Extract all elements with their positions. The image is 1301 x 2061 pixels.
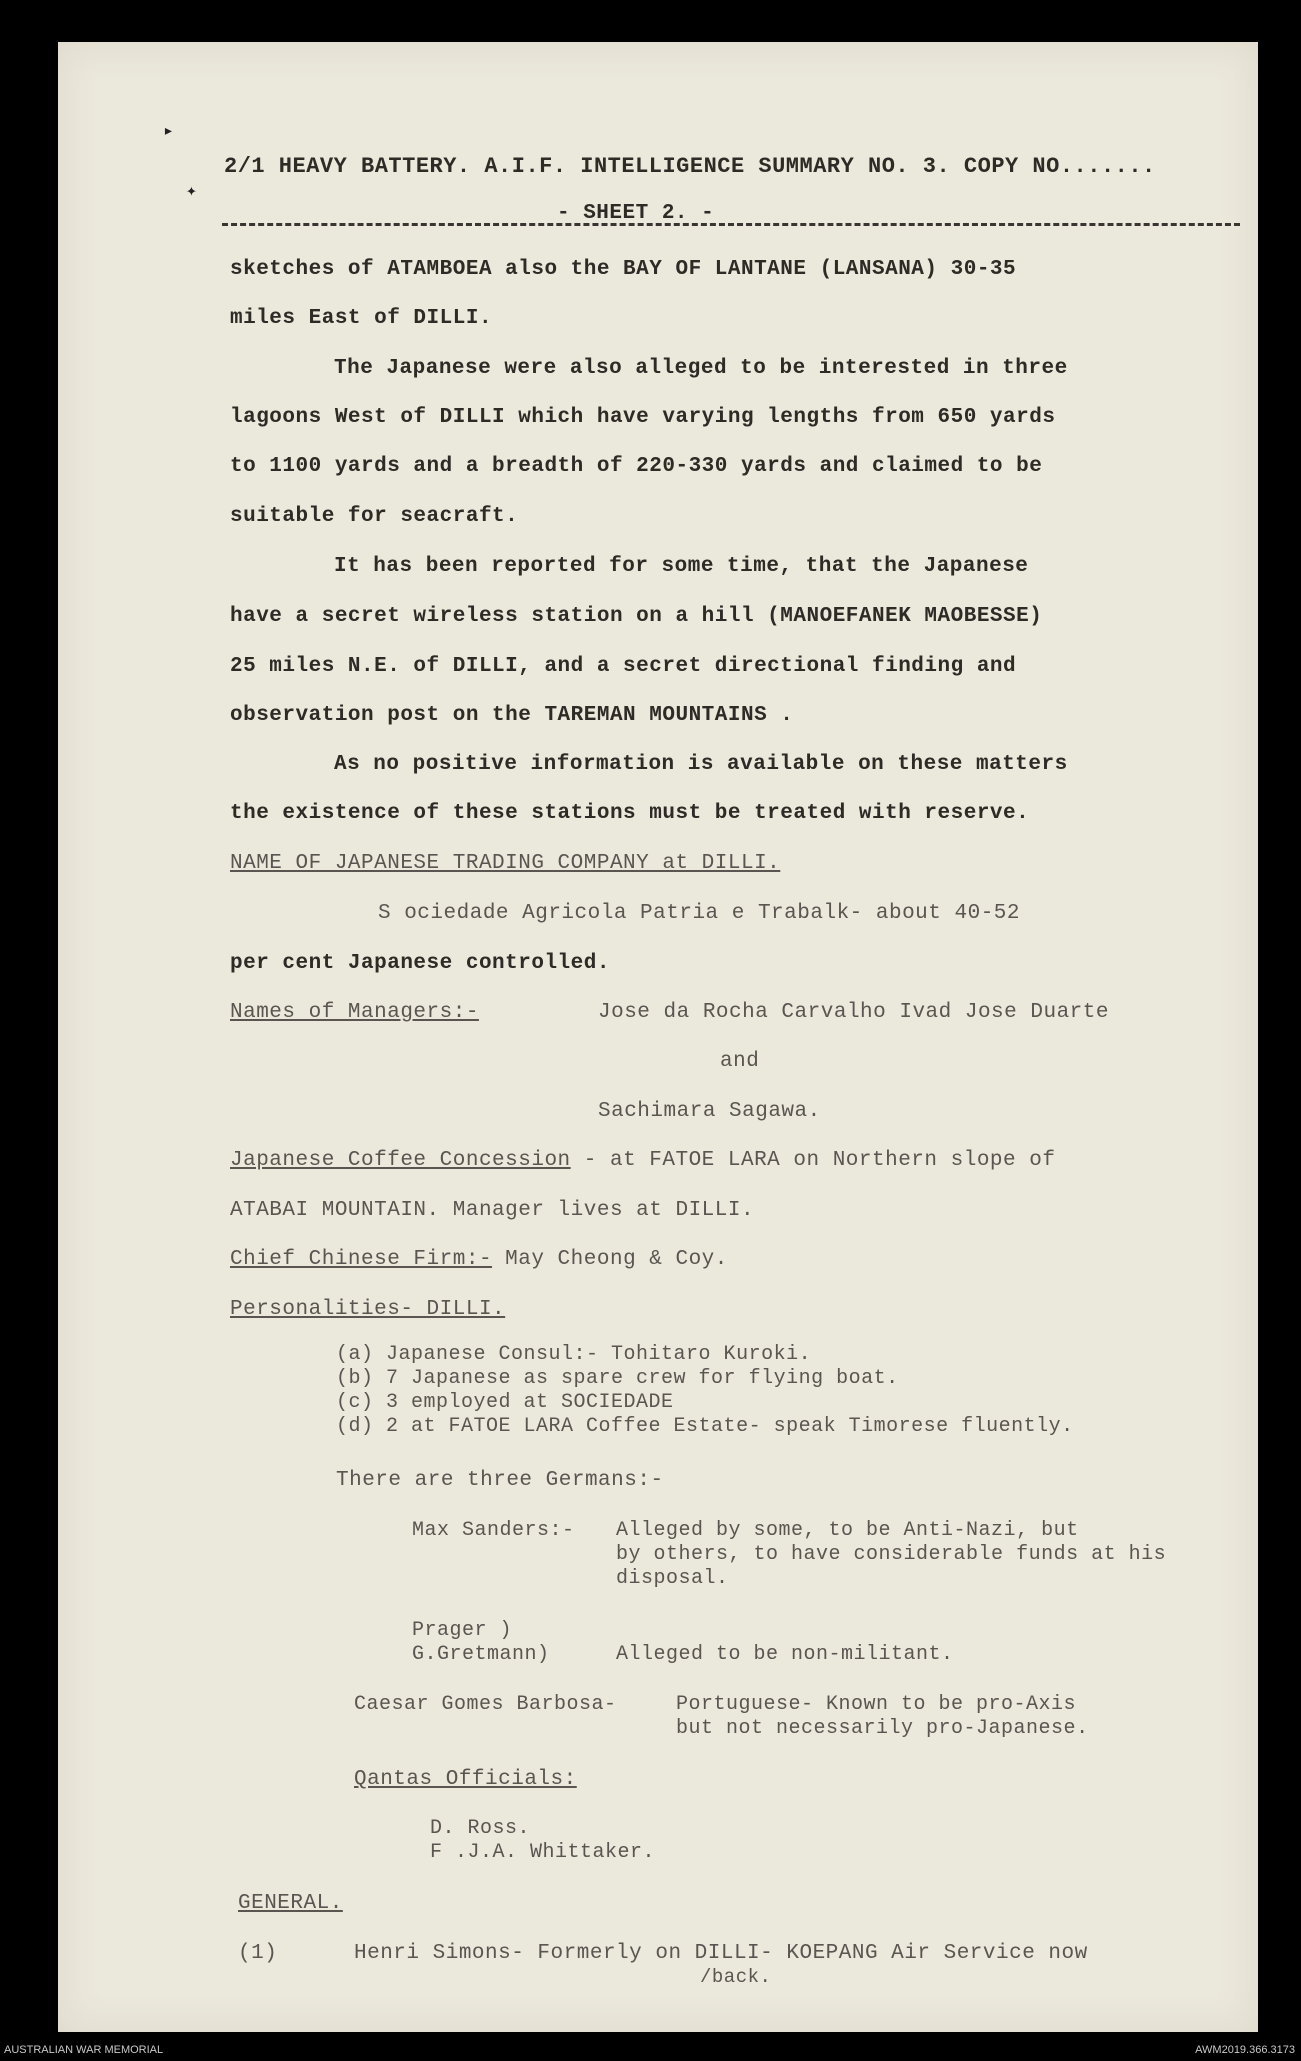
chinese-label: Chief Chinese Firm:- <box>230 1248 493 1271</box>
personality-item: (d) 2 at FATOE LARA Coffee Estate- speak Timorese fluently. <box>336 1415 1074 1438</box>
personality-item: (c) 3 employed at SOCIEDADE <box>336 1391 674 1414</box>
prager-name: Prager ) <box>412 1619 513 1642</box>
body-line: sketches of ATAMBOEA also the BAY OF LANTANE (LANSANA) 30-35 <box>230 258 1017 281</box>
body-line: per cent Japanese controlled. <box>230 952 610 975</box>
max-sanders-text: by others, to have considerable funds at his <box>616 1543 1167 1566</box>
qantas-official: D. Ross. <box>430 1817 531 1840</box>
qantas-heading: Qantas Officials: <box>354 1768 577 1791</box>
coffee-concession-line <box>230 1149 1055 1172</box>
header-rule <box>222 223 1240 226</box>
body-line: ATABAI MOUNTAIN. Manager lives at DILLI. <box>230 1199 755 1222</box>
caesar-label: Caesar Gomes Barbosa- <box>354 1693 617 1716</box>
caesar-text: Portuguese- Known to be pro-Axis <box>676 1693 1077 1716</box>
continued-on-back: /back. <box>700 1966 772 1988</box>
max-sanders-text: Alleged by some, to be Anti-Nazi, but <box>616 1519 1079 1542</box>
body-line: the existence of these stations must be treated with reserve. <box>230 802 1030 825</box>
general-item-number: (1) <box>238 1942 278 1965</box>
body-line: 25 miles N.E. of DILLI, and a secret directional finding and <box>230 655 1017 678</box>
personality-item: (b) 7 Japanese as spare crew for flying boat. <box>336 1367 899 1390</box>
general-heading: GENERAL. <box>238 1892 343 1915</box>
punch-mark: ▸ <box>163 122 174 142</box>
general-item-text: Henri Simons- Formerly on DILLI- KOEPANG Air Service now <box>354 1942 1088 1965</box>
chinese-firm-line <box>230 1248 728 1271</box>
prager-text: Alleged to be non-militant. <box>616 1643 954 1666</box>
max-sanders-text: disposal. <box>616 1567 729 1590</box>
footer-catalog-id: AWM2019.366.3173 <box>1195 2044 1295 2056</box>
document-title: 2/1 HEAVY BATTERY. A.I.F. INTELLIGENCE SUMMARY NO. 3. COPY NO....... <box>224 154 1156 179</box>
body-line: lagoons West of DILLI which have varying lengths from 650 yards <box>230 406 1056 429</box>
body-line: It has been reported for some time, that the Japanese <box>334 555 1029 578</box>
max-sanders-label: Max Sanders:- <box>412 1519 575 1542</box>
body-line: to 1100 yards and a breadth of 220-330 yards and claimed to be <box>230 455 1043 478</box>
personality-item: (a) Japanese Consul:- Tohitaro Kuroki. <box>336 1343 812 1366</box>
coffee-label: Japanese Coffee Concession <box>230 1149 571 1172</box>
body-line: observation post on the TAREMAN MOUNTAINS . <box>230 704 794 727</box>
managers-value-2: Sachimara Sagawa. <box>598 1100 821 1123</box>
body-line: As no positive information is available on these matters <box>334 753 1068 776</box>
qantas-official: F .J.A. Whittaker. <box>430 1841 656 1864</box>
body-line: The Japanese were also alleged to be interested in three <box>334 357 1068 380</box>
footer-source: AUSTRALIAN WAR MEMORIAL <box>4 2044 164 2056</box>
punch-mark: ✦ <box>186 182 197 202</box>
sheet-number: - SHEET 2. - <box>557 202 715 225</box>
gretmann-name: G.Gretmann) <box>412 1643 550 1666</box>
body-line: have a secret wireless station on a hill (MANOEFANEK MAOBESSE) <box>230 605 1043 628</box>
coffee-text: - at FATOE LARA on Northern slope of <box>570 1149 1056 1172</box>
managers-value: Jose da Rocha Carvalho Ivad Jose Duarte <box>598 1001 1109 1024</box>
germans-intro: There are three Germans:- <box>336 1469 664 1492</box>
managers-and: and <box>720 1050 760 1073</box>
personalities-heading: Personalities- DILLI. <box>230 1298 506 1321</box>
body-line: miles East of DILLI. <box>230 307 493 330</box>
managers-label: Names of Managers:- <box>230 1001 479 1024</box>
caesar-text: but not necessarily pro-Japanese. <box>676 1717 1089 1740</box>
body-line: S ociedade Agricola Patria e Trabalk- about 40-52 <box>378 902 1021 925</box>
trading-company-heading: NAME OF JAPANESE TRADING COMPANY at DILLI. <box>230 852 781 875</box>
chinese-value: May Cheong & Coy. <box>492 1248 728 1271</box>
body-line: suitable for seacraft. <box>230 505 519 528</box>
